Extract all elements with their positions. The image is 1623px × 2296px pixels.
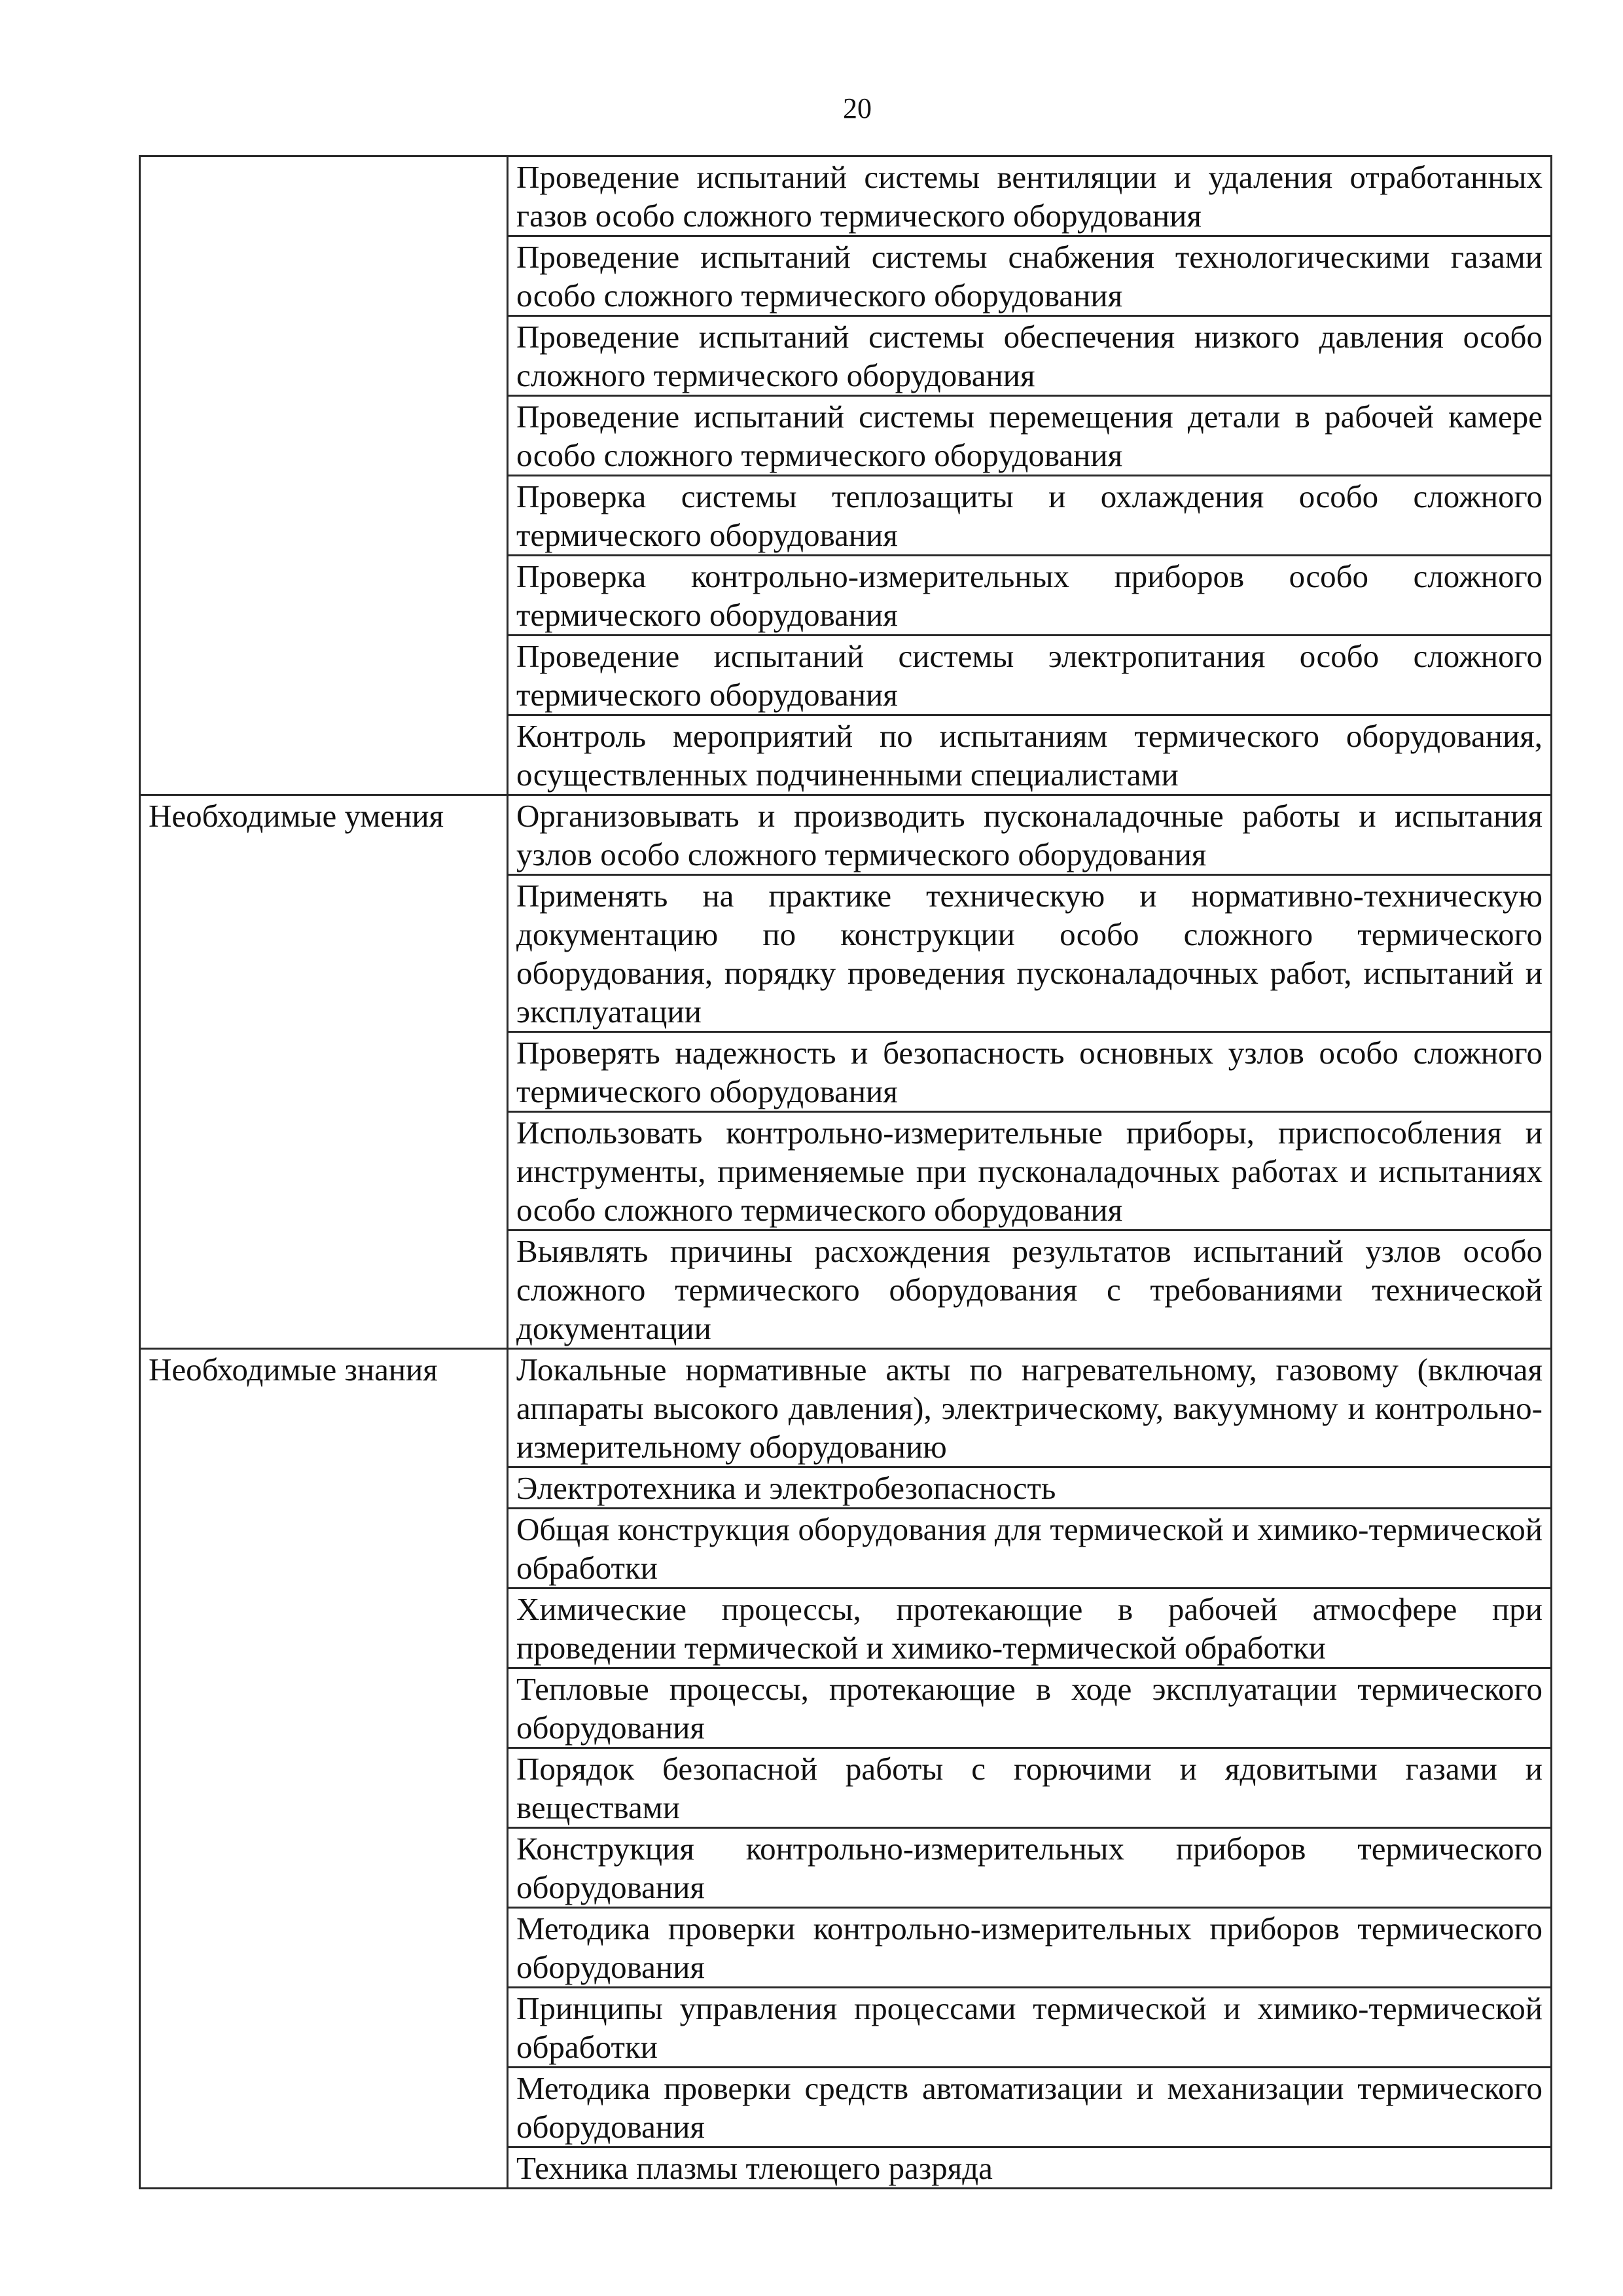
section-item: Порядок безопасной работы с горючими и ядовитыми газами и веществами [508,1748,1552,1828]
section-item: Конструкция контрольно-измерительных приборов термического оборудования [508,1828,1552,1908]
section-item: Проведение испытаний системы электропитания особо сложного термического оборудования [508,636,1552,715]
table-row [140,795,1552,875]
section-item: Использовать контрольно-измерительные приборы, приспособления и инструменты, применяемые при пусконаладочных работах и испытаниях особо сложного термического оборудования [508,1112,1552,1230]
section-item: Проведение испытаний системы снабжения технологическими газами особо сложного термического оборудования [508,236,1552,316]
section-label: Необходимые умения [140,795,508,1349]
section-item: Методика проверки средств автоматизации и механизации термического оборудования [508,2068,1552,2147]
section-item: Проведение испытаний системы обеспечения низкого давления особо сложного термического оборудования [508,316,1552,396]
section-item: Общая конструкция оборудования для термической и химико-термической обработки [508,1509,1552,1588]
section-item: Применять на практике техническую и нормативно-техническую документацию по конструкции особо сложного термического оборудования, порядку проведения пусконаладочных работ, испытаний и эксплуатации [508,875,1552,1032]
table-row [140,1349,1552,1467]
section-item: Проведение испытаний системы перемещения детали в рабочей камере особо сложного термического оборудования [508,396,1552,476]
section-item: Электротехника и электробезопасность [508,1467,1552,1509]
section-item: Выявлять причины расхождения результатов испытаний узлов особо сложного термического оборудования с требованиями технической документации [508,1230,1552,1349]
section-item: Проверка системы теплозащиты и охлаждения особо сложного термического оборудования [508,476,1552,556]
section-item: Контроль мероприятий по испытаниям термического оборудования, осуществленных подчиненными специалистами [508,715,1552,795]
section-item: Организовывать и производить пусконаладочные работы и испытания узлов особо сложного термического оборудования [508,795,1552,875]
section-label [140,156,508,795]
section-item: Локальные нормативные акты по нагревательному, газовому (включая аппараты высокого давления), электрическому, вакуумному и контрольно-измерительному оборудованию [508,1349,1552,1467]
section-item: Химические процессы, протекающие в рабочей атмосфере при проведении термической и химико-термической обработки [508,1588,1552,1668]
table-row [140,156,1552,236]
section-item: Проверять надежность и безопасность основных узлов особо сложного термического оборудования [508,1032,1552,1112]
section-label: Необходимые знания [140,1349,508,2189]
requirements-table [139,155,1552,2189]
section-item: Техника плазмы тлеющего разряда [508,2147,1552,2189]
page-number: 20 [843,92,872,124]
section-item: Проведение испытаний системы вентиляции и удаления отработанных газов особо сложного термического оборудования [508,156,1552,236]
section-item: Принципы управления процессами термической и химико-термической обработки [508,1988,1552,2068]
section-item: Проверка контрольно-измерительных приборов особо сложного термического оборудования [508,556,1552,636]
requirements-table-body [140,156,1552,2189]
section-item: Методика проверки контрольно-измерительных приборов термического оборудования [508,1908,1552,1988]
section-item: Тепловые процессы, протекающие в ходе эксплуатации термического оборудования [508,1668,1552,1748]
